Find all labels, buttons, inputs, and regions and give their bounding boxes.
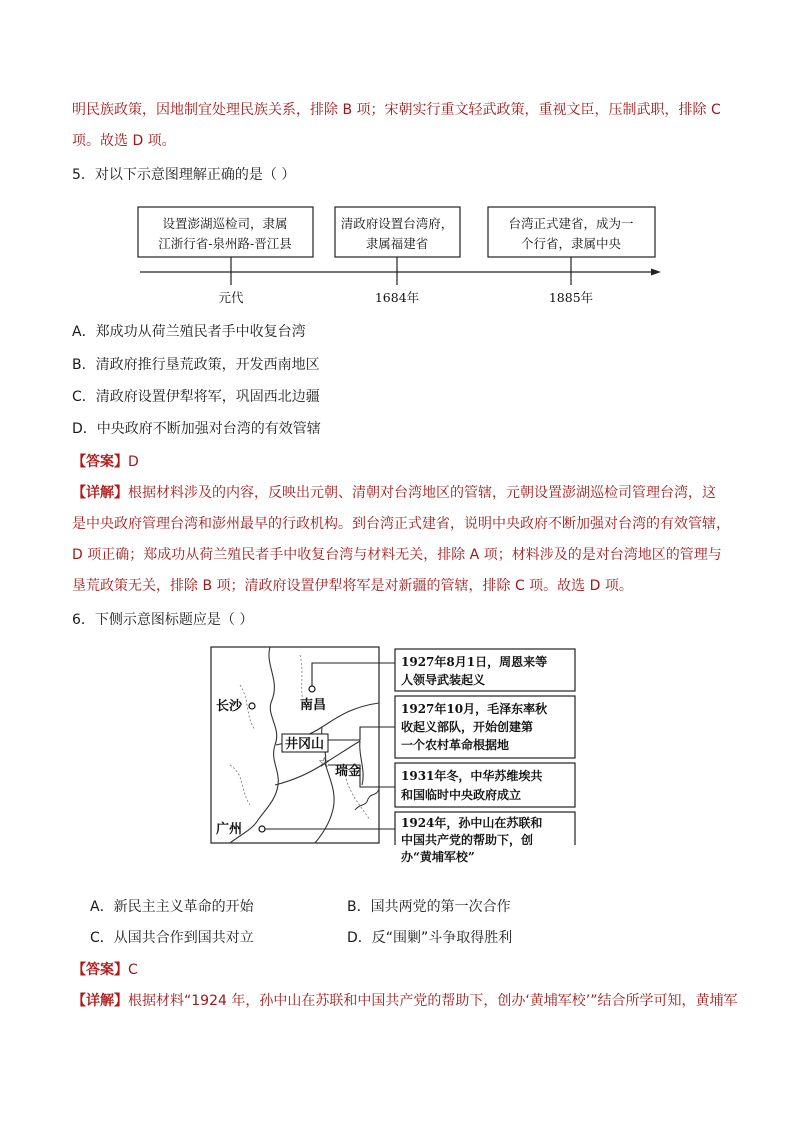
event-box-guangzhou-text-1: 1924年，孙中山在苏联和	[401, 816, 543, 830]
q6-answer	[72, 960, 138, 980]
timeline-box-yuan-text-1: 设置澎湖巡检司，隶属	[162, 216, 288, 231]
q5-timeline-diagram	[135, 202, 665, 310]
event-box-jinggangshan-text-2: 收起义部队，开始创建第	[401, 720, 534, 734]
q5-detail-line-4: 垦荒政策无关，排除 B 项；清政府设置伊犁将军是对新疆的管辖，排除 C 项。故选 D 项。	[72, 578, 633, 594]
event-box-ruijin-text-2: 和国临时中央政府成立	[401, 788, 522, 802]
map-city-jinggangshan: 井冈山	[285, 737, 325, 752]
event-box-nanchang-text-2: 人领导武装起义	[401, 673, 486, 687]
q5-stem: 5．对以下示意图理解正确的是（ ）	[72, 167, 296, 183]
timeline-label-1684: 1684年	[374, 290, 420, 305]
intro-line-1: 明民族政策，因地制宜处理民族关系，排除 B 项；宋朝实行重文轻武政策，重视文臣，压制武职，排除 C	[72, 102, 721, 118]
q5-detail-line-1	[72, 483, 716, 503]
timeline-arrow-icon	[651, 269, 661, 276]
q5-detail-line-3: D 项正确；郑成功从荷兰殖民者手中收复台湾与材料无关，排除 A 项；材料涉及的是对台湾地区的管理与	[72, 547, 722, 563]
q6-answer-tag: 【答案】	[72, 962, 128, 978]
q6-option-d: D．反“围剿”斗争取得胜利	[347, 930, 513, 946]
q6-detail-text-1: 根据材料“1924 年，孙中山在苏联和中国共产党的帮助下，创办‘黄埔军校’”结合所学可知，黄埔军	[128, 993, 738, 1009]
timeline-box-yuan-text-2: 江浙行省-泉州路-晋江县	[158, 236, 292, 251]
event-box-jinggangshan-text-3: 一个农村革命根据地	[401, 738, 510, 752]
ruijin-star-icon: ☆	[318, 755, 331, 771]
event-box-jinggangshan-text-1: 1927年10月，毛泽东率秋	[401, 702, 548, 716]
nanchang-marker-icon	[309, 686, 315, 692]
q5-detail-text-1: 根据材料涉及的内容，反映出元朝、清朝对台湾地区的管辖，元朝设置澎湖巡检司管理台湾，这	[128, 485, 716, 501]
event-box-guangzhou-text-3: 办“黄埔军校”	[401, 850, 475, 864]
q5-option-d: D．中央政府不断加强对台湾的有效管辖	[72, 421, 321, 437]
timeline-label-yuan: 元代	[218, 290, 244, 305]
guangzhou-marker-icon	[259, 826, 265, 832]
map-city-guangzhou: 广州	[216, 822, 243, 837]
timeline-box-1684-text-2: 隶属福建省	[365, 236, 429, 251]
q5-option-c: C．清政府设置伊犁将军，巩固西北边疆	[72, 389, 320, 405]
event-box-guangzhou-text	[401, 815, 542, 866]
intro-line-2: 项。故选 D 项。	[72, 133, 176, 149]
q5-answer	[72, 452, 139, 472]
event-box-nanchang-text-1: 1927年8月1日，周恩来等	[401, 655, 548, 669]
timeline-box-1885-text-1: 台湾正式建省，成为一	[508, 216, 634, 231]
event-box-guangzhou-text-2: 中国共产党的帮助下，创	[401, 833, 534, 847]
q5-answer-value: D	[128, 454, 139, 470]
q5-option-b: B．清政府推行垦荒政策，开发西南地区	[72, 357, 320, 373]
q6-detail-line-1	[72, 991, 737, 1011]
map-city-nanchang: 南昌	[300, 698, 327, 713]
q6-answer-value: C	[128, 962, 138, 978]
timeline-box-1885-text-2: 个行省，隶属中央	[520, 236, 622, 251]
q5-detail-line-2: 是中央政府管理台湾和澎州最早的行政机构。到台湾正式建省，说明中央政府不断加强对台湾的有效管辖，	[72, 516, 730, 532]
map-city-changsha: 长沙	[216, 699, 243, 714]
q6-detail-tag: 【详解】	[72, 993, 128, 1009]
map-city-ruijin: 瑞金	[335, 764, 362, 779]
timeline-box-1684-text-1: 清政府设置台湾府，	[340, 216, 454, 231]
timeline-label-1885: 1885年	[548, 290, 594, 305]
event-box-ruijin-text-1: 1931年冬，中华苏维埃共	[401, 769, 543, 783]
changsha-marker-icon	[249, 703, 255, 709]
q5-option-a: A．郑成功从荷兰殖民者手中收复台湾	[72, 324, 306, 340]
q5-detail-tag: 【详解】	[72, 485, 128, 501]
q6-option-c: C．从国共合作到国共对立	[90, 930, 254, 946]
q5-answer-tag: 【答案】	[72, 454, 128, 470]
q6-option-b: B．国共两党的第一次合作	[347, 899, 511, 915]
q6-option-a: A．新民主主义革命的开始	[90, 899, 254, 915]
q6-stem: 6．下侧示意图标题应是（ ）	[72, 612, 254, 628]
